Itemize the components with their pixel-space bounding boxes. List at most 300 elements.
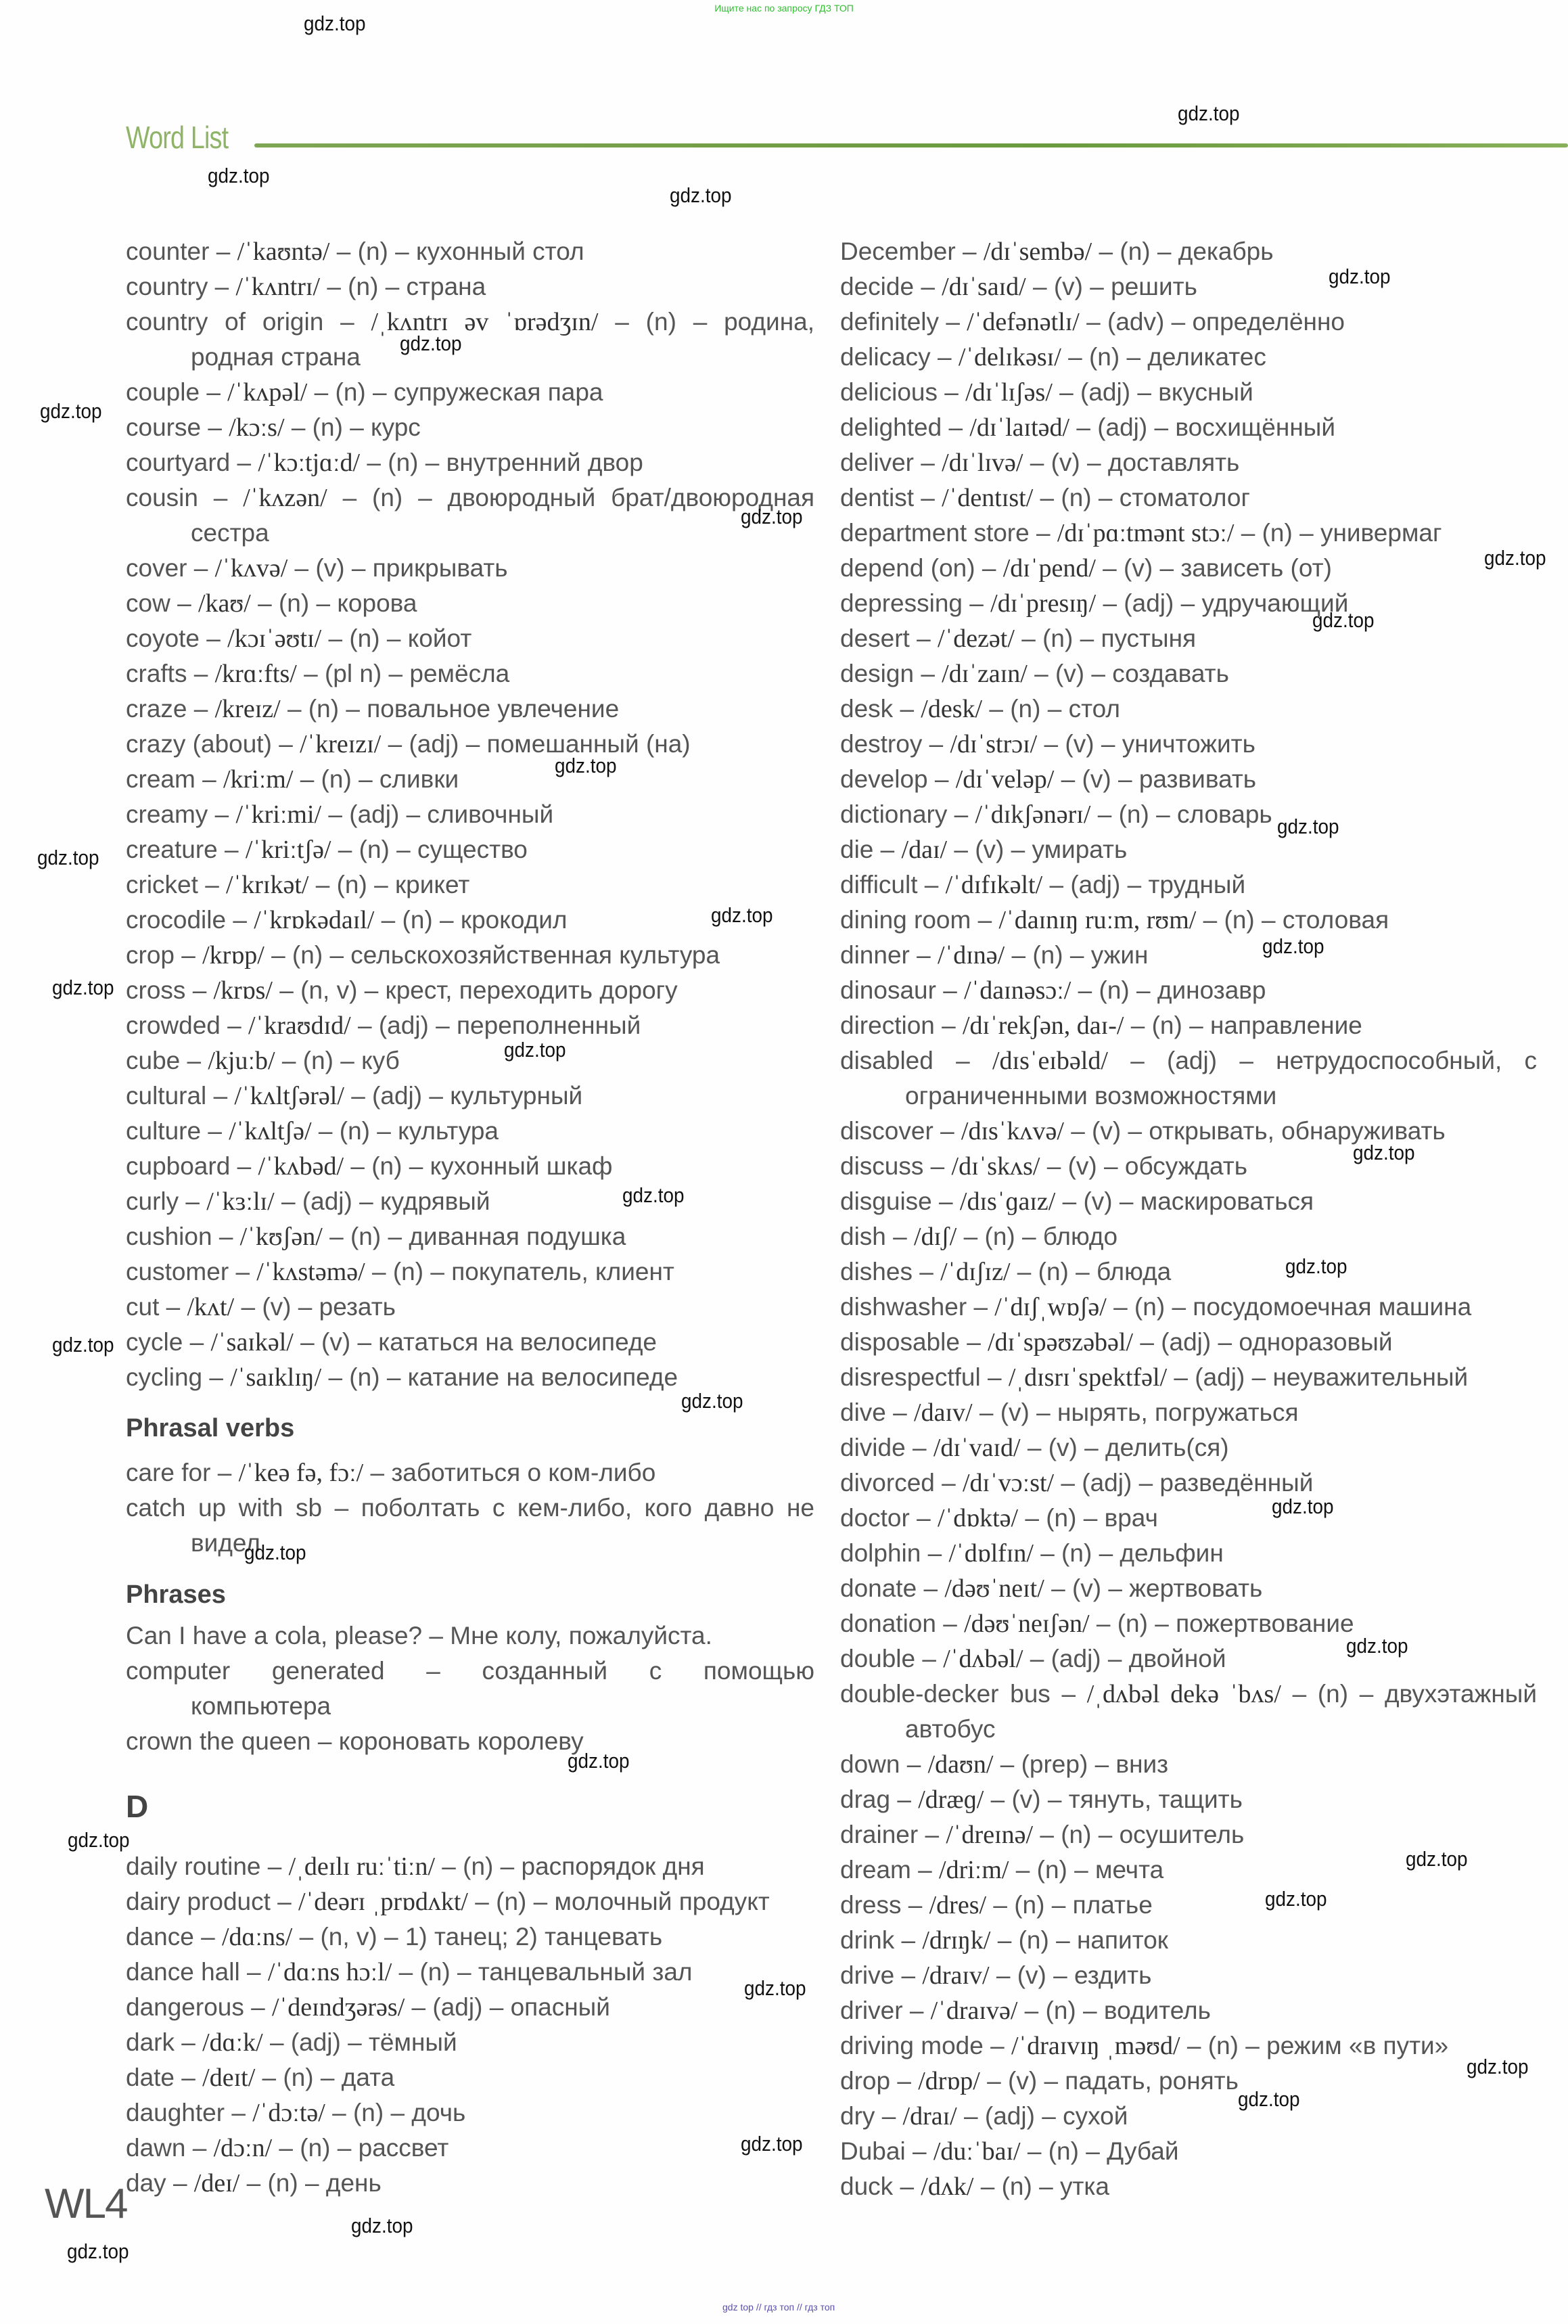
dash-separator: – <box>900 695 915 723</box>
dash-separator: – <box>930 1152 945 1180</box>
word-entry <box>840 1395 1537 1430</box>
transcription: /kɔɪˈəʊtɪ/ <box>227 624 322 653</box>
dash-separator: – <box>989 695 1003 723</box>
translation: водитель <box>1103 1997 1211 2024</box>
dash-separator: – <box>426 1657 440 1685</box>
part-of-speech: (n) <box>1046 1504 1077 1532</box>
transcription: /driːm/ <box>939 1856 1009 1884</box>
transcription: /ˌkʌntrɪ əv ˈɒrədʒɪn/ <box>371 308 599 336</box>
part-of-speech: (n) <box>312 413 343 441</box>
part-of-speech: (n) <box>357 237 388 265</box>
headword: crowded <box>126 1011 221 1039</box>
dash-separator: – <box>348 2028 362 2056</box>
headword: drainer <box>840 1821 919 1848</box>
transcription: /ˈdentɪst/ <box>942 484 1034 512</box>
headword: coyote <box>126 624 200 652</box>
dash-separator: – <box>977 906 992 934</box>
dash-separator: – <box>1128 1117 1143 1145</box>
dash-separator: – <box>1117 765 1132 793</box>
headword: dinner <box>840 941 910 969</box>
headword: dishes <box>840 1258 913 1285</box>
dash-separator: – <box>385 273 400 300</box>
dash-separator: – <box>1022 1223 1036 1250</box>
dash-separator: – <box>1025 1504 1039 1532</box>
dash-separator: – <box>1103 554 1117 582</box>
transcription: /dɪˈsembə/ <box>983 237 1092 266</box>
translation: курс <box>371 413 421 441</box>
translation-continuation: ограниченными возможностями <box>905 1082 1277 1110</box>
translation-continuation: компьютера <box>191 1692 331 1720</box>
dash-separator: – <box>921 449 935 476</box>
word-entry <box>840 1290 1537 1325</box>
dash-separator: – <box>328 800 342 828</box>
dash-separator: – <box>181 941 195 969</box>
part-of-speech: (n) <box>1099 976 1130 1004</box>
translation-continuation: видел <box>191 1529 260 1557</box>
headword: cycling <box>126 1363 203 1391</box>
dash-separator: – <box>305 2169 319 2197</box>
dash-separator: – <box>216 237 231 265</box>
part-of-speech: (n) <box>302 1047 333 1074</box>
headword: date <box>126 2064 175 2091</box>
translation: Мне колу, пожалуйста. <box>450 1622 712 1649</box>
headword: cousin <box>126 484 198 511</box>
part-of-speech: (n) <box>1042 624 1074 652</box>
word-entry <box>840 1993 1537 2028</box>
word-entry <box>840 304 1537 340</box>
word-entry <box>126 1724 814 1759</box>
translation: ужин <box>1090 941 1149 969</box>
gdz-watermark: gdz.top <box>1262 934 1324 958</box>
transcription: /dɪˈpresɪŋ/ <box>990 589 1097 618</box>
dash-separator: – <box>1083 1504 1098 1532</box>
part-of-speech: (adj) <box>1097 413 1148 441</box>
dash-separator: – <box>964 2102 978 2130</box>
headword: discover <box>840 1117 933 1145</box>
transcription: /dɪsˈkʌvə/ <box>961 1117 1064 1145</box>
transcription: /ˈkriːmi/ <box>235 800 322 829</box>
word-entry <box>840 516 1537 551</box>
part-of-speech: (n) <box>1134 1293 1166 1321</box>
headword: drop <box>840 2067 891 2095</box>
dash-separator: – <box>901 1961 916 1989</box>
transcription: /draɪv/ <box>922 1961 990 1990</box>
headword: design <box>840 660 915 687</box>
transcription: /ˈdɒlfɪn/ <box>948 1539 1034 1568</box>
transcription: /ˈdaɪnɪŋ ruːm, rʊm/ <box>998 906 1197 934</box>
part-of-speech: (n) <box>300 2134 331 2162</box>
part-of-speech: (n) <box>402 906 433 934</box>
dash-separator: – <box>921 273 935 300</box>
headword: course <box>126 413 202 441</box>
dash-separator: – <box>429 1082 443 1110</box>
transcription: /ˈdezət/ <box>937 624 1015 653</box>
translation-continuation: сестра <box>191 519 269 547</box>
transcription: /ˈkʌstəmə/ <box>256 1258 365 1286</box>
translation: день <box>325 2169 382 2197</box>
gdz-watermark: gdz.top <box>400 332 462 355</box>
word-entry <box>126 1955 814 1990</box>
word-entry <box>840 234 1537 269</box>
transcription: /ˈdʌbəl/ <box>943 1645 1023 1673</box>
part-of-speech: (v) <box>321 1328 351 1356</box>
part-of-speech: (adj) <box>1082 1469 1132 1497</box>
transcription: /ˈkeə fə, fɔː/ <box>238 1459 364 1487</box>
translation: развивать <box>1138 765 1257 793</box>
dash-separator: – <box>1062 1187 1077 1215</box>
dash-separator: – <box>948 413 963 441</box>
gdz-watermark: gdz.top <box>1285 1254 1347 1278</box>
word-entry <box>840 1430 1537 1465</box>
transcription: /ˈdɪkʃənərɪ/ <box>975 800 1091 829</box>
transcription: /desk/ <box>921 695 983 723</box>
dash-separator: – <box>350 1152 365 1180</box>
word-entry <box>840 903 1537 938</box>
dash-separator: – <box>251 1993 265 2021</box>
transcription: /dɪˈlɪvə/ <box>942 449 1023 477</box>
part-of-speech: (adj) <box>1051 1645 1101 1672</box>
transcription: /dræɡ/ <box>918 1785 984 1814</box>
word-entry <box>840 762 1537 797</box>
part-of-speech: (adj) <box>1080 378 1131 406</box>
part-of-speech: (v) <box>1048 1434 1078 1461</box>
title-rule-divider <box>254 143 1568 147</box>
dash-separator: – <box>269 2028 284 2056</box>
dash-separator: – <box>206 624 221 652</box>
word-entry <box>840 2134 1537 2169</box>
dash-separator: – <box>227 1011 241 1039</box>
dash-separator: – <box>267 1852 282 1880</box>
translation: платье <box>1072 1891 1153 1919</box>
translation: опасный <box>510 1993 610 2021</box>
dash-separator: – <box>1172 1293 1186 1321</box>
gdz-watermark: gdz.top <box>1178 101 1240 125</box>
headword: cover <box>126 554 187 582</box>
dash-separator: – <box>901 1926 916 1954</box>
dash-separator: – <box>351 1082 365 1110</box>
word-entry <box>840 1923 1537 1958</box>
transcription: /ˈdɪnə/ <box>938 941 1005 970</box>
left-word-list <box>126 234 814 1395</box>
word-entry <box>840 1536 1537 1571</box>
headword: crazy (about) <box>126 730 272 758</box>
translation: короновать королеву <box>338 1727 584 1755</box>
part-of-speech: (adj) <box>1167 1047 1218 1074</box>
word-entry <box>126 867 814 903</box>
transcription: /ˈsaɪkəl/ <box>210 1328 294 1357</box>
translation: пустыня <box>1101 624 1197 652</box>
translation: распорядок дня <box>521 1852 705 1880</box>
part-of-speech: (v) <box>262 1293 292 1321</box>
gdz-watermark: gdz.top <box>52 1333 114 1357</box>
headword: dark <box>126 2028 175 2056</box>
phrasal-verbs-heading: Phrasal verbs <box>126 1414 295 1442</box>
dash-separator: – <box>328 624 343 652</box>
dash-separator: – <box>193 695 208 723</box>
part-of-speech: (n) <box>1018 1926 1049 1954</box>
dash-separator: – <box>1299 519 1314 547</box>
headword: die <box>840 836 874 863</box>
word-entry <box>840 1325 1537 1360</box>
gdz-watermark: gdz.top <box>741 505 803 528</box>
dash-separator: – <box>271 941 285 969</box>
dash-separator: – <box>1096 1610 1111 1637</box>
translation: помешанный (на) <box>486 730 691 758</box>
part-of-speech: (v) <box>1067 1152 1097 1180</box>
dash-separator: – <box>962 237 977 265</box>
dash-separator: – <box>336 237 351 265</box>
word-entry <box>126 269 814 304</box>
part-of-speech: (n) <box>1224 906 1255 934</box>
translation: сельскохозяйственная культура <box>350 941 720 969</box>
translation: двойной <box>1128 1645 1226 1672</box>
word-entry <box>840 1043 1537 1114</box>
headword: depressing <box>840 589 963 617</box>
word-entry <box>126 2166 814 2201</box>
translation: крикет <box>394 871 470 898</box>
headword: destroy <box>840 730 923 758</box>
dash-separator: – <box>940 1117 954 1145</box>
dash-separator: – <box>235 1258 250 1285</box>
word-entry <box>126 1490 814 1561</box>
gdz-watermark: gdz.top <box>37 846 99 869</box>
headword: disguise <box>840 1187 932 1215</box>
dash-separator: – <box>1061 1680 1076 1708</box>
dash-separator: – <box>1047 695 1062 723</box>
word-entry <box>126 1990 814 2025</box>
transcription: /drɪŋk/ <box>922 1926 991 1955</box>
dash-separator: – <box>1086 2137 1100 2165</box>
dash-separator: – <box>1174 1363 1188 1391</box>
dash-separator: – <box>1044 2067 1059 2095</box>
headword: doctor <box>840 1504 910 1532</box>
transcription: /krɑːfts/ <box>214 660 297 688</box>
word-entry <box>840 1219 1537 1254</box>
gdz-watermark: gdz.top <box>670 183 732 207</box>
part-of-speech: (n) <box>349 1363 380 1391</box>
dash-separator: – <box>1086 308 1101 336</box>
translation: кудрявый <box>379 1187 490 1215</box>
word-entry <box>840 2169 1537 2204</box>
dash-separator: – <box>277 1888 292 1915</box>
headword: divide <box>840 1434 906 1461</box>
dash-separator: – <box>990 1785 1005 1813</box>
translation: создавать <box>1112 660 1229 687</box>
dash-separator: – <box>381 906 396 934</box>
headword: dining room <box>840 906 971 934</box>
part-of-speech: (n) <box>1120 237 1151 265</box>
dash-separator: – <box>359 765 373 793</box>
gdz-watermark: gdz.top <box>555 754 617 777</box>
dash-separator: – <box>281 1187 296 1215</box>
headword: dance <box>126 1923 194 1951</box>
dash-separator: – <box>1130 1047 1145 1074</box>
translation: внутренний двор <box>446 449 643 476</box>
dash-separator: – <box>937 343 952 371</box>
dash-separator: – <box>924 871 939 898</box>
transcription: /deɪ/ <box>193 2169 240 2197</box>
dash-separator: – <box>1189 1011 1203 1039</box>
part-of-speech: (v) <box>975 836 1005 863</box>
transcription: /dɪʃ/ <box>914 1223 957 1251</box>
gdz-watermark: gdz.top <box>1353 1141 1415 1164</box>
transcription: /ˈkʌzən/ <box>243 484 327 512</box>
transcription: /deɪt/ <box>202 2064 256 2092</box>
translation: прикрывать <box>372 554 508 582</box>
translation: существо <box>417 836 528 863</box>
dash-separator: – <box>990 2032 1005 2059</box>
translation: неуважительный <box>1272 1363 1469 1391</box>
word-entry <box>126 621 814 656</box>
part-of-speech: (n) <box>348 273 379 300</box>
dash-separator: – <box>189 1328 204 1356</box>
translation: резать <box>319 1293 396 1321</box>
part-of-speech: (v) <box>1082 765 1111 793</box>
part-of-speech: (n) <box>371 1152 402 1180</box>
dash-separator: – <box>390 2099 405 2126</box>
part-of-speech: (adj) <box>432 1993 483 2021</box>
translation: утка <box>1059 2172 1109 2200</box>
dash-separator: – <box>300 765 315 793</box>
gdz-watermark: gdz.top <box>68 1828 130 1852</box>
dash-separator: – <box>166 1293 181 1321</box>
dash-separator: – <box>442 1852 456 1880</box>
translation: универмаг <box>1320 519 1442 547</box>
word-entry <box>840 1501 1537 1536</box>
dash-separator: – <box>237 1152 252 1180</box>
part-of-speech: (n) <box>321 765 352 793</box>
translation: ремёсла <box>409 660 510 687</box>
translation: блюда <box>1097 1258 1172 1285</box>
translation: диванная подушка <box>409 1223 626 1250</box>
dash-separator: – <box>318 1117 333 1145</box>
headword: cow <box>126 589 170 617</box>
dash-separator: – <box>281 1047 296 1074</box>
translation: жертвовать <box>1129 1574 1263 1602</box>
transcription: /dɪˈrekʃən, daɪ-/ <box>963 1011 1124 1040</box>
translation: покупатель, клиент <box>451 1258 674 1285</box>
word-entry <box>840 1149 1537 1184</box>
word-entry <box>126 1254 814 1290</box>
dash-separator: – <box>329 941 344 969</box>
gdz-watermark: gdz.top <box>67 2239 129 2263</box>
transcription: /dɪˈskʌs/ <box>951 1152 1040 1181</box>
part-of-speech: (v) <box>1017 1961 1046 1989</box>
word-entry <box>840 445 1537 480</box>
headword: country of origin <box>126 308 324 336</box>
transcription: /daʊn/ <box>927 1750 994 1779</box>
dash-separator: – <box>279 976 294 1004</box>
part-of-speech: (n) <box>1117 1610 1148 1637</box>
dash-separator: – <box>411 1993 426 2021</box>
dash-separator: – <box>1000 1750 1015 1778</box>
translation: доставлять <box>1107 449 1240 476</box>
dash-separator: – <box>1011 836 1025 863</box>
headword: delighted <box>840 413 942 441</box>
dash-separator: – <box>912 1434 927 1461</box>
dash-separator: – <box>172 2169 187 2197</box>
transcription: /dɔːn/ <box>213 2134 273 2162</box>
word-entry <box>840 2064 1537 2099</box>
dash-separator: – <box>942 1011 956 1039</box>
part-of-speech: (n) <box>1014 1891 1045 1919</box>
dash-separator: – <box>177 589 191 617</box>
dash-separator: – <box>1098 484 1113 511</box>
headword: curly <box>126 1187 179 1215</box>
headword: dance hall <box>126 1958 240 1986</box>
part-of-speech: (adj) <box>349 800 400 828</box>
dash-separator: – <box>1061 765 1076 793</box>
word-entry <box>126 1008 814 1043</box>
translation: ездить <box>1074 1961 1152 1989</box>
part-of-speech: (n) <box>292 941 323 969</box>
part-of-speech: (n) <box>419 1958 451 1986</box>
dash-separator: – <box>1084 1434 1099 1461</box>
dash-separator: – <box>922 1645 936 1672</box>
dash-separator: – <box>1051 1891 1066 1919</box>
word-entry <box>840 1958 1537 1993</box>
dash-separator: – <box>1180 589 1195 617</box>
part-of-speech: (n) <box>463 1852 494 1880</box>
dash-separator: – <box>893 1398 907 1426</box>
translation: повальное увлечение <box>367 695 620 723</box>
headword: cricket <box>126 871 198 898</box>
translation: куб <box>361 1047 400 1074</box>
dash-separator: – <box>388 660 403 687</box>
translation-continuation: автобус <box>905 1715 996 1743</box>
transcription: /ˈkʌpəl/ <box>227 378 308 407</box>
part-of-speech: (v) <box>1083 1187 1113 1215</box>
dash-separator: – <box>213 1082 228 1110</box>
dash-separator: – <box>917 941 931 969</box>
headword: cross <box>126 976 186 1004</box>
dash-separator: – <box>1203 906 1218 934</box>
word-entry <box>840 1641 1537 1677</box>
gdz-watermark: gdz.top <box>568 1749 630 1773</box>
headword: craze <box>126 695 187 723</box>
dash-separator: – <box>192 2134 207 2162</box>
translation: пожертвование <box>1176 1610 1354 1637</box>
phrases-list <box>126 1618 814 1759</box>
transcription: /ˈdraɪvɪŋ ˌməʊd/ <box>1011 2032 1180 2060</box>
dash-separator: – <box>1047 1785 1062 1813</box>
dash-separator: – <box>1119 1187 1134 1215</box>
dash-separator: – <box>1027 1434 1042 1461</box>
part-of-speech: (adj) <box>1195 1363 1245 1391</box>
dash-separator: – <box>1068 343 1082 371</box>
word-entry <box>126 586 814 621</box>
word-entry <box>840 1184 1537 1219</box>
gdz-watermark: gdz.top <box>1265 1887 1327 1911</box>
dash-separator: – <box>214 800 229 828</box>
dash-separator: – <box>225 836 239 863</box>
translation: динозавр <box>1157 976 1266 1004</box>
dash-separator: – <box>1098 1821 1113 1848</box>
part-of-speech: (pl n) <box>324 660 382 687</box>
gdz-watermark: gdz.top <box>504 1038 566 1062</box>
translation: решить <box>1111 273 1197 300</box>
part-of-speech: (n) <box>335 378 366 406</box>
word-entry <box>126 410 814 445</box>
gdz-watermark: gdz.top <box>741 2132 803 2156</box>
dash-separator: – <box>316 589 331 617</box>
dash-separator: – <box>465 730 480 758</box>
translation: вкусный <box>1158 378 1253 406</box>
headword: Can I have a cola, please? <box>126 1622 423 1649</box>
transcription: /ˈdreɪnə/ <box>946 1821 1034 1849</box>
headword: dolphin <box>840 1539 921 1567</box>
transcription: /ˈdɪʃɪz/ <box>940 1258 1011 1286</box>
